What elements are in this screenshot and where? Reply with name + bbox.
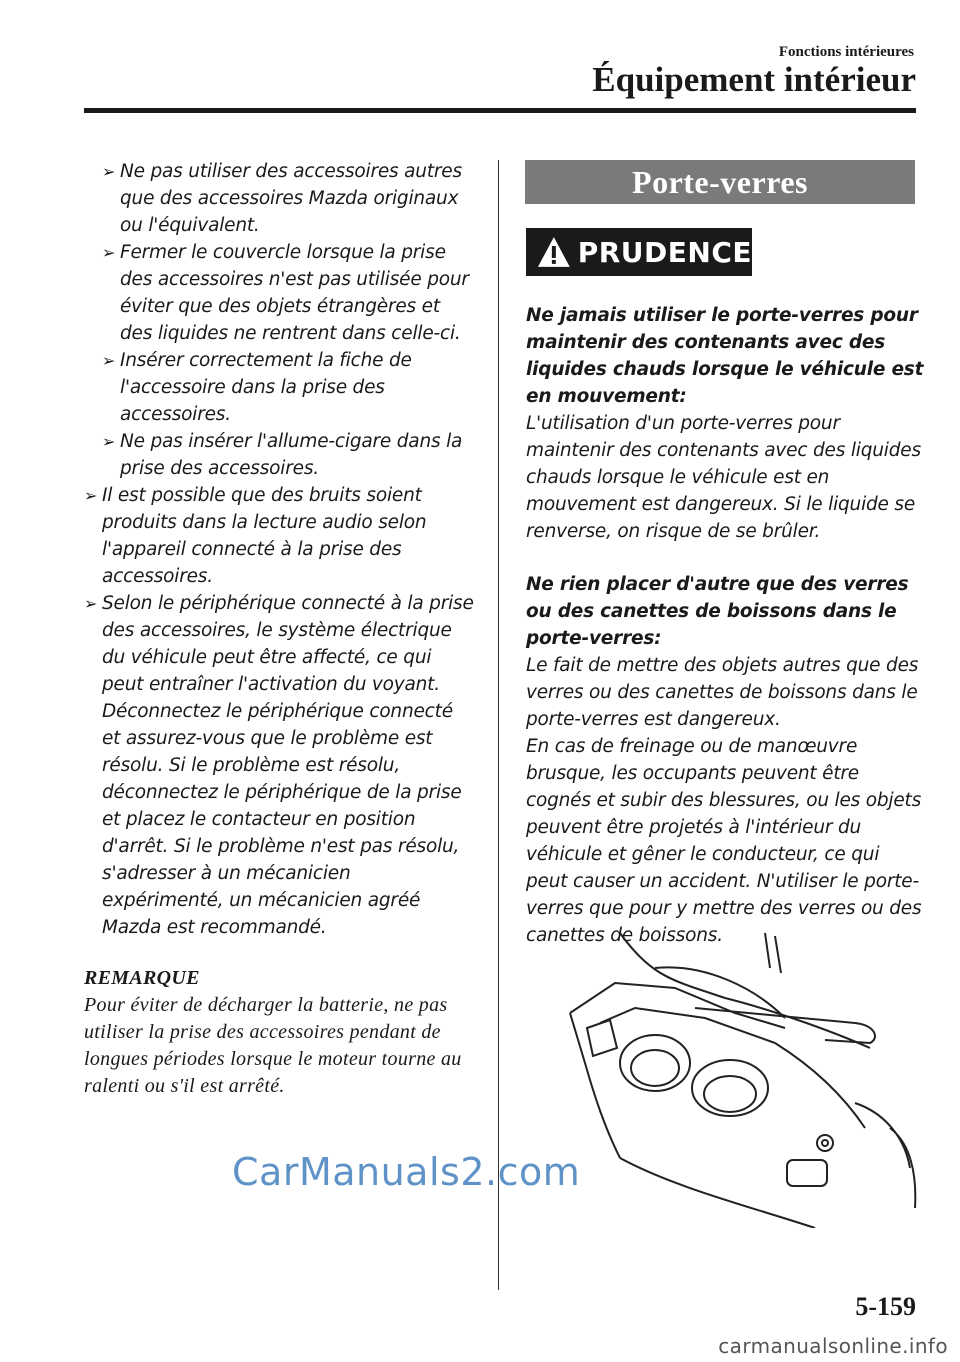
sub-bullet-item	[102, 158, 474, 239]
bullet-item	[84, 590, 474, 941]
warning-block	[526, 571, 926, 949]
page-title: Équipement intérieur	[592, 60, 916, 99]
arrowhead-bullet-icon: ➢	[84, 486, 98, 505]
arrowhead-bullet-icon: ➢	[102, 243, 116, 262]
warning-heading: Ne rien placer d'autre que des verres ou des canettes de boissons dans le porte-verres:	[526, 574, 909, 649]
caution-label-box	[526, 228, 752, 276]
remark-text: Pour éviter de décharger la batterie, ne pas utiliser la prise des accessoires pendant de longues périodes lorsque le moteur tourne au ralenti ou s'il est arrêté.	[84, 994, 462, 1097]
watermark-footer[interactable]: carmanualsonline.info	[718, 1334, 948, 1358]
warning-triangle-icon	[536, 235, 572, 269]
header-section-label: Fonctions intérieures	[778, 44, 914, 60]
section-title-banner: Porte-verres	[525, 160, 915, 204]
arrowhead-bullet-icon: ➢	[84, 594, 98, 613]
column-divider	[498, 160, 499, 1290]
remark-block	[84, 965, 474, 1100]
watermark-brand[interactable]: CarManuals2.com	[232, 1150, 581, 1194]
header-rule	[84, 108, 916, 113]
bullet-text: Selon le périphérique connecté à la prise des accessoires, le système électrique du véhicule peut être affecté, ce qui peut entraîner l'activation du voyant. Déconnectez le périphérique connecté et assurez-vous que le problème est résolu. Si le problème est résolu, déconnectez le périphérique de la prise et placez le contacteur en position d'arrêt. Si le problème n'est pas résolu, s'adresser à un mécanicien expérimenté, un mécanicien agréé Mazda est recommandé.	[102, 593, 474, 938]
bullet-text: Il est possible que des bruits soient produits dans la lecture audio selon l'appareil connecté à la prise des accessoires.	[102, 485, 427, 587]
sub-bullet-item	[102, 239, 474, 347]
sub-bullet-text: Ne pas insérer l'allume-cigare dans la prise des accessoires.	[120, 431, 463, 479]
sub-bullet-text: Ne pas utiliser des accessoires autres que des accessoires Mazda originaux ou l'équivalent.	[120, 161, 462, 236]
arrowhead-bullet-icon: ➢	[102, 162, 116, 181]
sub-bullet-item	[102, 347, 474, 428]
warning-body: Le fait de mettre des objets autres que des verres ou des canettes de boissons dans le porte-verres est dangereux. En cas de freinage ou de manœuvre brusque, les occupants peuvent être cognés et subir des blessures, ou les objets peuvent être projetés à l'intérieur du véhicule et gêner le conducteur, ce qui peut causer un accident. N'utiliser le porte-verres que pour y mettre des verres ou des canettes de boissons.	[526, 655, 922, 946]
remark-title: REMARQUE	[84, 967, 200, 989]
caution-label: PRUDENCE	[577, 235, 752, 269]
arrowhead-bullet-icon: ➢	[102, 351, 116, 370]
arrowhead-bullet-icon: ➢	[102, 432, 116, 451]
right-column	[526, 302, 926, 975]
page-number: 5-159	[855, 1292, 916, 1321]
bullet-item	[84, 482, 474, 590]
sub-bullet-item	[102, 428, 474, 482]
warning-heading: Ne jamais utiliser le porte-verres pour maintenir des contenants avec des liquides chauds lorsque le véhicule est en mouvement:	[526, 305, 924, 407]
sub-bullet-text: Fermer le couvercle lorsque la prise des accessoires n'est pas utilisée pour éviter que des objets étrangères et des liquides ne rentrent dans celle-ci.	[120, 242, 469, 344]
sub-bullet-text: Insérer correctement la fiche de l'accessoire dans la prise des accessoires.	[120, 350, 412, 425]
cup-holder-console-illustration	[525, 928, 920, 1228]
warning-body: L'utilisation d'un porte-verres pour maintenir des contenants avec des liquides chauds lorsque le véhicule est en mouvement est dangereux. Si le liquide se renverse, on risque de se brûler.	[526, 413, 921, 542]
warning-block	[526, 302, 926, 545]
left-column	[84, 158, 474, 1100]
